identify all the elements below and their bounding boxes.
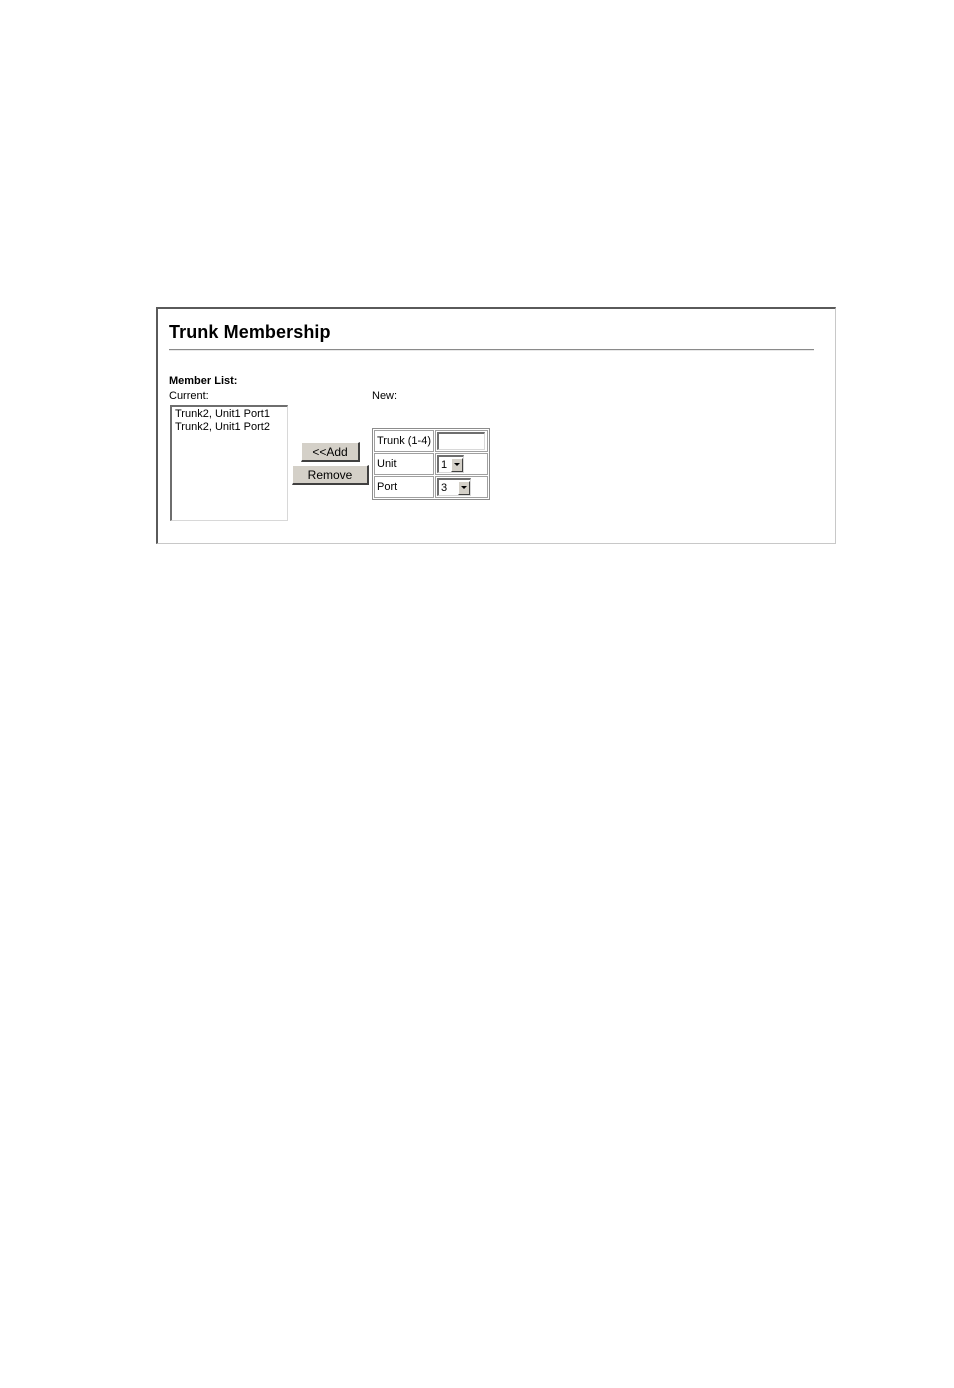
port-select-value: 3 <box>441 481 448 494</box>
trunk-membership-panel <box>156 307 836 544</box>
page-title: Trunk Membership <box>169 322 331 342</box>
current-label: Current: <box>169 390 209 402</box>
unit-cell <box>435 453 488 475</box>
add-button[interactable]: <<Add <box>301 442 360 462</box>
unit-label: Unit <box>374 453 434 475</box>
remove-button[interactable]: Remove <box>292 465 369 485</box>
chevron-down-icon[interactable] <box>451 458 463 472</box>
list-item[interactable]: Trunk2, Unit1 Port1 <box>175 408 270 420</box>
member-list-label: Member List: <box>169 375 238 387</box>
unit-row <box>374 453 488 475</box>
new-label: New: <box>372 390 398 402</box>
port-label: Port <box>374 476 434 498</box>
new-member-form <box>372 428 490 500</box>
title-divider <box>169 349 814 351</box>
chevron-down-icon[interactable] <box>458 481 470 495</box>
port-cell <box>435 476 488 498</box>
trunk-row <box>374 430 488 452</box>
list-item[interactable]: Trunk2, Unit1 Port2 <box>175 421 270 433</box>
trunk-input[interactable] <box>437 432 485 450</box>
port-row <box>374 476 488 498</box>
trunk-label: Trunk (1-4) <box>374 430 434 452</box>
unit-select[interactable] <box>437 455 464 473</box>
unit-select-value: 1 <box>441 458 448 471</box>
current-members-listbox[interactable] <box>170 405 288 521</box>
port-select[interactable] <box>437 478 471 496</box>
trunk-cell <box>435 430 488 452</box>
